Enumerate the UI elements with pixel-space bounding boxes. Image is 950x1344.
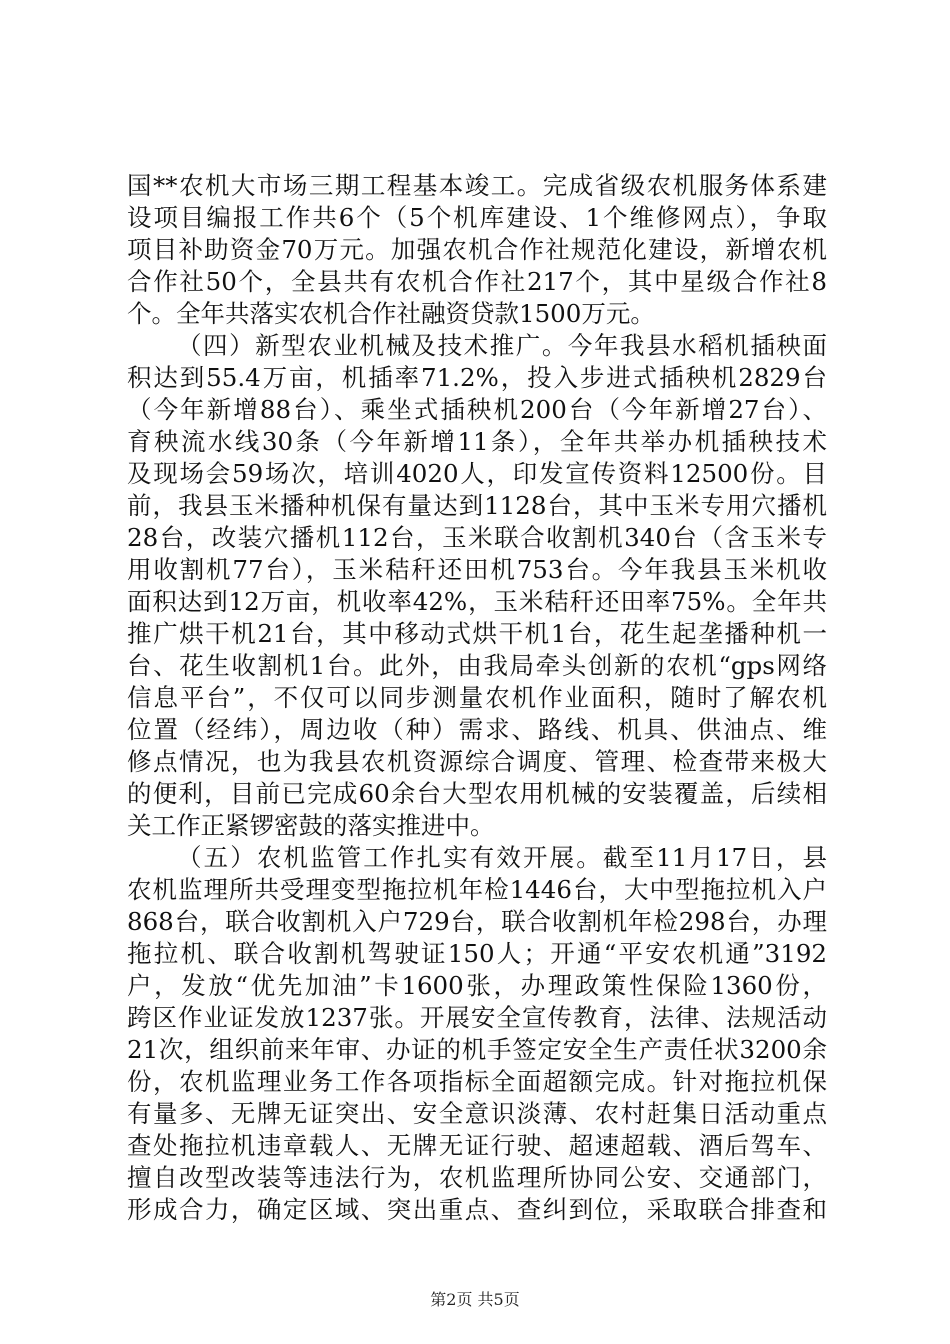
- text-line: 个。全年共落实农机合作社融资贷款1500万元。: [127, 299, 655, 328]
- text-line: 项目补助资金70万元。加强农机合作社规范化建设，新增农机: [127, 235, 827, 264]
- section-heading-line: （五）农机监管工作扎实有效开展。截至11月17日，县: [177, 843, 827, 872]
- text-line: 位置（经纬），周边收（种）需求、路线、机具、供油点、维: [127, 715, 827, 744]
- text-line: 的便利，目前已完成60余台大型农用机械的安装覆盖，后续相: [127, 779, 827, 808]
- text-line: 用收割机77台），玉米秸秆还田机753台。今年我县玉米机收: [127, 555, 827, 584]
- text-line: 推广烘干机21台，其中移动式烘干机1台，花生起垄播种机一: [127, 619, 827, 648]
- text-line: 前，我县玉米播种机保有量达到1128台，其中玉米专用穴播机: [127, 491, 827, 520]
- text-line: 台、花生收割机1台。此外，由我局牵头创新的农机“gps网络: [127, 651, 827, 680]
- text-line: 形成合力，确定区域、突出重点、查纠到位，采取联合排查和: [127, 1195, 827, 1224]
- document-body: [127, 170, 827, 1226]
- text-line: 28台，改装穴播机112台，玉米联合收割机340台（含玉米专: [127, 523, 827, 552]
- text-line: 面积达到12万亩，机收率42%，玉米秸秆还田率75%。全年共: [127, 587, 827, 616]
- text-line: 查处拖拉机违章载人、无牌无证行驶、超速超载、酒后驾车、: [127, 1131, 827, 1160]
- text-line: 及现场会59场次，培训4020人，印发宣传资料12500份。目: [127, 459, 827, 488]
- text-line: 农机监理所共受理变型拖拉机年检1446台，大中型拖拉机入户: [127, 875, 827, 904]
- text-line: 设项目编报工作共6个（5个机库建设、1个维修网点），争取: [127, 203, 827, 232]
- text-line: 有量多、无牌无证突出、安全意识淡薄、农村赶集日活动重点: [127, 1099, 827, 1128]
- text-line: 户，发放“优先加油”卡1600张，办理政策性保险1360份，: [127, 971, 827, 1000]
- text-line: 信息平台”，不仅可以同步测量农机作业面积，随时了解农机: [127, 683, 827, 712]
- section-heading-line: （四）新型农业机械及技术推广。今年我县水稻机插秧面: [177, 331, 827, 360]
- text-line: 868台，联合收割机入户729台，联合收割机年检298台，办理: [127, 907, 827, 936]
- text-line: 21次，组织前来年审、办证的机手签定安全生产责任状3200余: [127, 1035, 827, 1064]
- text-line: 育秧流水线30条（今年新增11条），全年共举办机插秧技术: [127, 427, 827, 456]
- text-line: 关工作正紧锣密鼓的落实推进中。: [127, 811, 495, 840]
- text-line: 修点情况，也为我县农机资源综合调度、管理、检查带来极大: [127, 747, 827, 776]
- text-line: 积达到55.4万亩，机插率71.2%，投入步进式插秧机2829台: [127, 363, 827, 392]
- text-line: 份，农机监理业务工作各项指标全面超额完成。针对拖拉机保: [127, 1067, 827, 1096]
- text-line: 擅自改型改装等违法行为，农机监理所协同公安、交通部门，: [127, 1163, 827, 1192]
- text-line: 拖拉机、联合收割机驾驶证150人；开通“平安农机通”3192: [127, 939, 827, 968]
- text-line: 国**农机大市场三期工程基本竣工。完成省级农机服务体系建: [127, 171, 827, 200]
- page-number-footer: 第2页 共5页: [430, 1290, 520, 1309]
- text-line: 合作社50个，全县共有农机合作社217个，其中星级合作社8: [127, 267, 827, 296]
- text-line: （今年新增88台）、乘坐式插秧机200台（今年新增27台）、: [127, 395, 827, 424]
- text-line: 跨区作业证发放1237张。开展安全宣传教育，法律、法规活动: [127, 1003, 827, 1032]
